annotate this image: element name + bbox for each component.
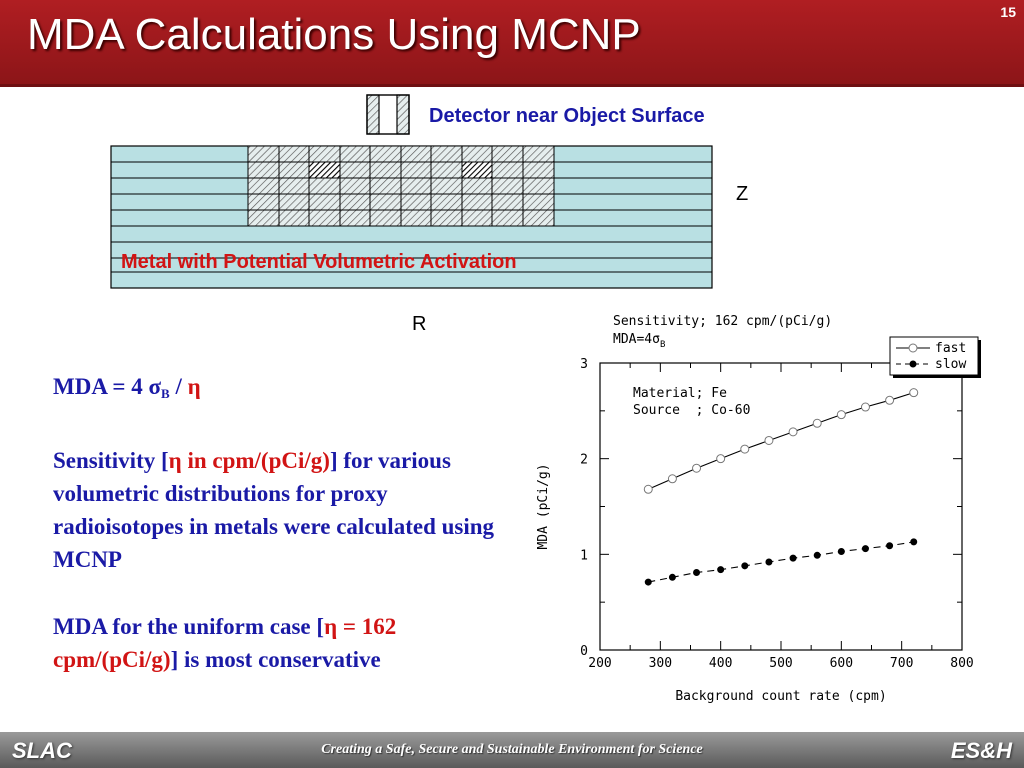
- data-point-fast: [813, 419, 821, 427]
- sensitivity-text: Sensitivity [: [53, 448, 169, 473]
- data-point-fast: [765, 436, 773, 444]
- uniform-eta: η: [324, 614, 338, 639]
- sensitivity-text-rest: ] for various volumetric distributions for proxy radioisotopes in metals were calculated using MCNP: [53, 448, 495, 572]
- slac-logo: SLAC: [12, 738, 72, 763]
- data-point-slow: [766, 559, 772, 565]
- x-tick-label: 400: [708, 656, 733, 671]
- annotation-material: Material; Fe: [633, 386, 727, 401]
- x-tick-label: 200: [588, 656, 612, 671]
- data-point-fast: [717, 455, 725, 463]
- data-point-slow: [814, 552, 820, 558]
- data-point-fast: [741, 445, 749, 453]
- chart-title-line2-text: MDA=4σ: [613, 332, 660, 347]
- sensitivity-paragraph: [53, 444, 513, 576]
- data-point-slow: [862, 546, 868, 552]
- uniform-case-paragraph: [53, 610, 513, 676]
- source-cell: [462, 162, 492, 178]
- x-tick-label: 800: [950, 656, 974, 671]
- x-tick-label: 500: [769, 656, 793, 671]
- chart-title-line2: [613, 332, 665, 350]
- plot-area: [536, 337, 981, 704]
- slide-number: 15: [1000, 4, 1016, 20]
- sensitivity-eta: η: [168, 448, 182, 473]
- x-tick-label: 700: [889, 656, 914, 671]
- y-tick-label: 3: [580, 357, 588, 372]
- data-point-fast: [668, 475, 676, 483]
- chart-title-line2-subscript: B: [659, 340, 666, 350]
- series-line-slow: [648, 542, 913, 582]
- annotation-source: Source ; Co-60: [633, 403, 751, 418]
- data-point-fast: [789, 428, 797, 436]
- slide-footer: [0, 732, 1024, 768]
- mda-formula-slash: /: [169, 374, 188, 399]
- data-point-slow: [911, 539, 917, 545]
- mda-chart: [525, 305, 995, 715]
- data-point-slow: [790, 555, 796, 561]
- y-tick-label: 2: [580, 452, 588, 468]
- mda-formula: [53, 370, 513, 410]
- x-tick-label: 300: [648, 656, 673, 671]
- data-point-fast: [886, 396, 894, 404]
- source-cell: [309, 162, 340, 178]
- mda-formula-subscript: B: [161, 386, 170, 401]
- esh-logo: ES&H: [950, 738, 1012, 763]
- data-point-slow: [838, 548, 844, 554]
- mda-formula-text: MDA = 4 σ: [53, 374, 162, 399]
- legend-marker-fast: [909, 344, 917, 352]
- data-point-slow: [645, 579, 651, 585]
- mda-formula-eta: η: [187, 374, 201, 399]
- activation-grid: [248, 146, 554, 226]
- data-point-slow: [718, 567, 724, 573]
- data-point-fast: [910, 389, 918, 397]
- detector-label: Detector near Object Surface: [429, 105, 705, 127]
- text-block: [53, 370, 513, 710]
- uniform-value: = 162 cpm/(pCi/g): [53, 614, 397, 672]
- y-tick-label: 0: [580, 644, 588, 659]
- footer-tagline: Creating a Safe, Secure and Sustainable Environment for Science: [321, 742, 703, 757]
- uniform-text-rest: ] is most conservative: [170, 647, 381, 672]
- detector-icon: [367, 95, 409, 134]
- sensitivity-units: in cpm/(pCi/g): [181, 448, 330, 473]
- data-point-slow: [887, 543, 893, 549]
- metal-label: Metal with Potential Volumetric Activation: [121, 251, 517, 273]
- legend-label-fast: fast: [935, 341, 967, 356]
- y-tick-label: 1: [580, 548, 588, 564]
- slide-title: MDA Calculations Using MCNP: [27, 10, 641, 59]
- data-point-slow: [669, 574, 675, 580]
- legend-label-slow: slow: [935, 357, 967, 372]
- x-tick-label: 600: [829, 656, 854, 671]
- uniform-text: MDA for the uniform case [: [53, 614, 325, 639]
- chart-title-line1: Sensitivity; 162 cpm/(pCi/g): [613, 314, 833, 329]
- data-point-fast: [644, 485, 652, 493]
- data-point-fast: [861, 403, 869, 411]
- data-point-fast: [837, 411, 845, 419]
- r-axis-label: R: [412, 313, 427, 335]
- data-point-slow: [742, 563, 748, 569]
- x-axis-label: Background count rate (cpm): [675, 689, 887, 704]
- data-point-fast: [693, 464, 701, 472]
- slide-header: [0, 0, 1024, 87]
- data-point-slow: [694, 570, 700, 576]
- y-axis-label: MDA (pCi/g): [536, 463, 551, 550]
- z-axis-label: Z: [736, 183, 749, 205]
- legend-marker-slow: [910, 361, 916, 367]
